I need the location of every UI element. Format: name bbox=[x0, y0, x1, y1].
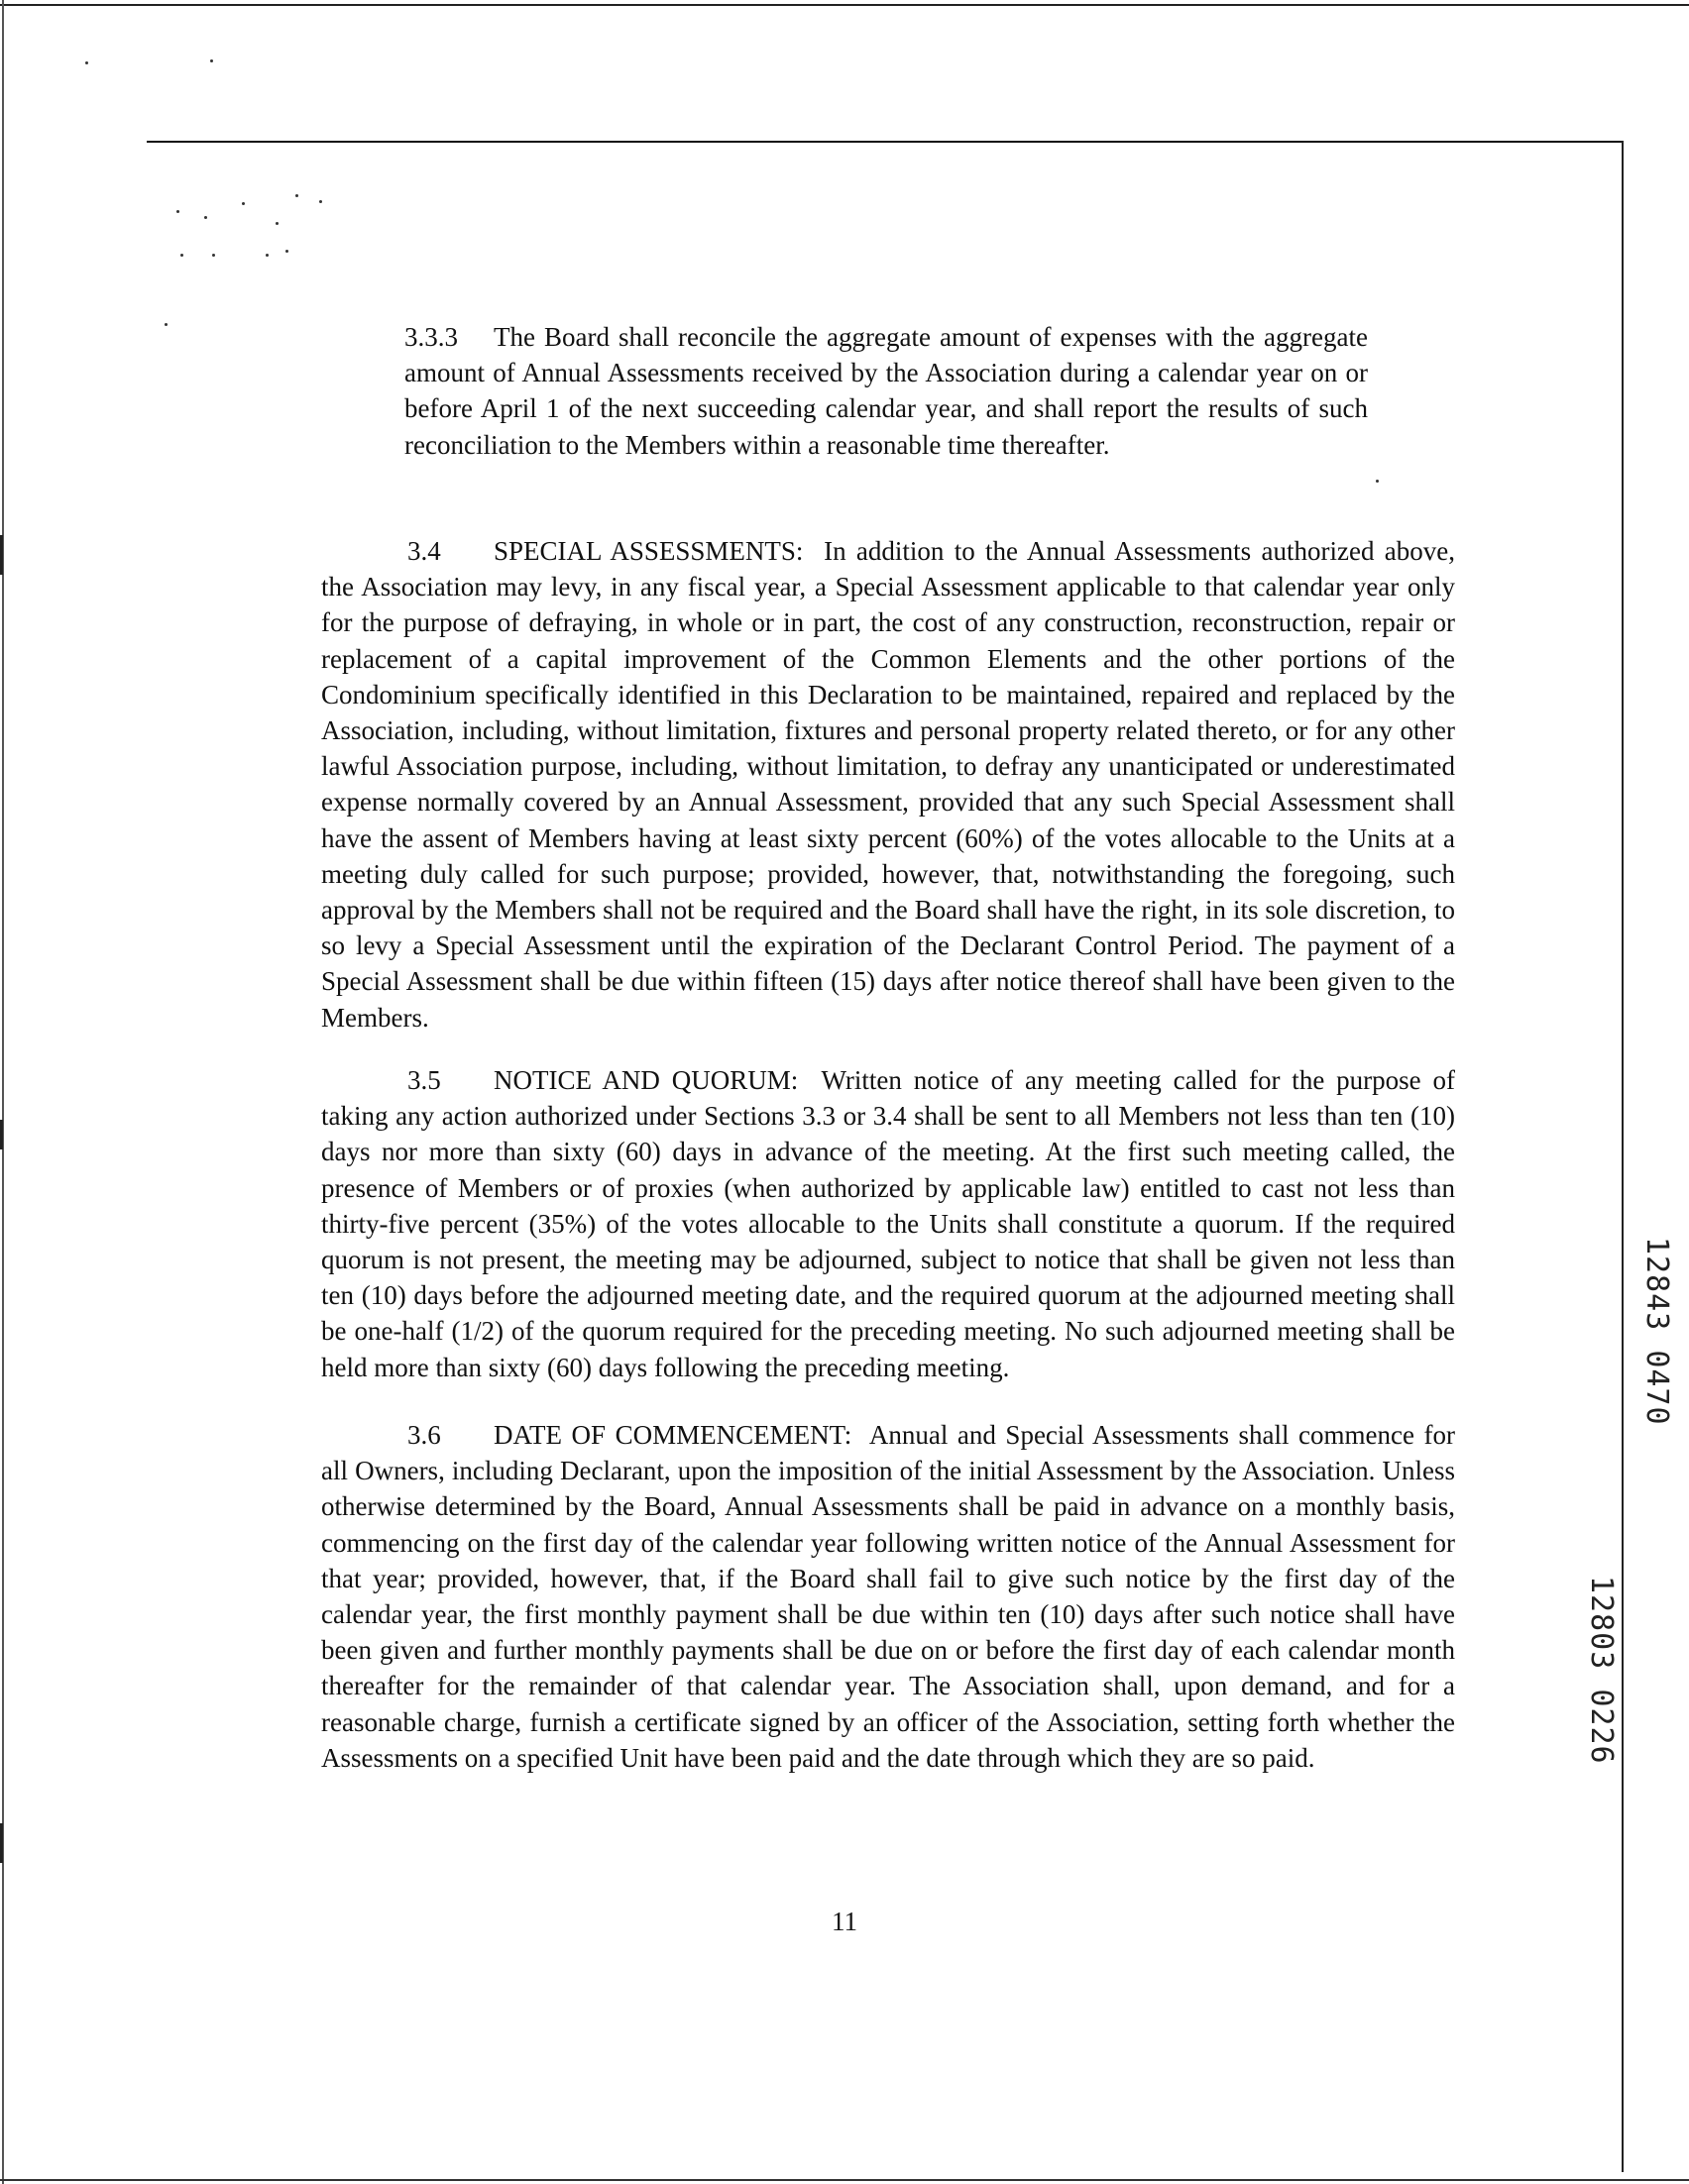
section-text: The Board shall reconcile the aggregate amount of expenses with the aggregate amount of Annual Assessments received by the Association during a calendar year on or before April 1 of the next succeeding calendar year, and shall report the results of such reconciliation to the Members within a reasonable time thereafter. bbox=[404, 322, 1368, 460]
recording-stamp-lower: 12803 0226 bbox=[1584, 1576, 1619, 1765]
section-number: 3.4 bbox=[407, 536, 441, 566]
scan-speck bbox=[176, 210, 179, 213]
scan-speck bbox=[210, 59, 213, 62]
scan-frame-top-line bbox=[147, 141, 1624, 143]
section-number: 3.6 bbox=[407, 1420, 441, 1450]
section-text: Written notice of any meeting called for the purpose of taking any action authorized under Sections 3.3 or 3.4 shall be sent to all Members not less than ten (10) days nor more than sixty (60) days in advance of the meeting. At the first such meeting called, the presence of Members or of proxies (when authorized by applicable law) entitled to cast not less than thirty-five percent (35%) of the votes allocable to the Units shall constitute a quorum. If the required quorum is not present, the meeting may be adjourned, subject to notice that shall be given not less than ten (10) days before the adjourned meeting date, and the required quorum at the adjourned meeting shall be one-half (1/2) of the quorum required for the preceding meeting. No such adjourned meeting shall be held more than sixty (60) days following the preceding meeting. bbox=[321, 1065, 1456, 1382]
scan-speck bbox=[276, 222, 279, 225]
scan-speck bbox=[295, 194, 298, 197]
section-3-3-3 bbox=[404, 319, 1368, 463]
scan-margin-mark bbox=[0, 1120, 3, 1149]
scan-edge-bottom bbox=[0, 2179, 1689, 2181]
recording-stamp-upper: 12843 0470 bbox=[1639, 1237, 1674, 1426]
section-heading: NOTICE AND QUORUM: bbox=[494, 1065, 799, 1095]
scan-speck bbox=[285, 250, 288, 253]
scan-frame-right-line bbox=[1622, 141, 1624, 2172]
scan-speck bbox=[165, 323, 168, 326]
section-number: 3.3.3 bbox=[404, 322, 458, 352]
section-heading: SPECIAL ASSESSMENTS: bbox=[494, 536, 804, 566]
section-text: In addition to the Annual Assessments authorized above, the Association may levy, in any fiscal year, a Special Assessment applicable to that calendar year only for the purpose of defraying, in whole or in part, the cost of any construction, reconstruction, repair or replacement of a capital improvement of the Common Elements and the other portions of the Condominium specifically identified in this Declaration to be maintained, repaired and replaced by the Association, including, without limitation, fixtures and personal property related thereto, or for any other lawful Association purpose, including, without limitation, to defray any unanticipated or underestimated expense normally covered by an Annual Assessment, provided that any such Special Assessment shall have the assent of Members having at least sixty percent (60%) of the votes allocable to the Units at a meeting duly called for such purpose; provided, however, that, notwithstanding the foregoing, such approval by the Members shall not be required and the Board shall have the right, in its sole discretion, to so levy a Special Assessment until the expiration of the Declarant Control Period. The payment of a Special Assessment shall be due within fifteen (15) days after notice thereof shall have been given to the Members. bbox=[321, 536, 1456, 1033]
section-number: 3.5 bbox=[407, 1065, 441, 1095]
scan-speck bbox=[204, 216, 207, 219]
section-text: Annual and Special Assessments shall commence for all Owners, including Declarant, upon the imposition of the initial Assessment by the Association. Unless otherwise determined by the Board, Annual Assessments shall be paid in advance on a monthly basis, commencing on the first day of the calendar year following written notice of the Annual Assessment for that year; provided, however, that, if the Board shall fail to give such notice by the first day of the calendar year, the first monthly payment shall be due within ten (10) days after such notice shall have been given and further monthly payments shall be due on or before the first day of each calendar month thereafter for the remainder of that calendar year. The Association shall, upon demand, and for a reasonable charge, furnish a certificate signed by an officer of the Association, setting forth whether the Assessments on a specified Unit have been paid and the date through which they are so paid. bbox=[321, 1420, 1456, 1773]
scan-margin-mark bbox=[0, 535, 3, 575]
scan-speck bbox=[1376, 480, 1379, 483]
scan-speck bbox=[319, 200, 322, 203]
scan-edge-top bbox=[0, 4, 1689, 6]
section-3-5 bbox=[321, 1062, 1455, 1385]
section-heading: DATE OF COMMENCEMENT: bbox=[494, 1420, 852, 1450]
scan-speck bbox=[85, 61, 88, 64]
section-3-6 bbox=[321, 1417, 1455, 1776]
scan-speck bbox=[180, 254, 183, 257]
scan-speck bbox=[212, 254, 215, 257]
scan-margin-mark bbox=[0, 1823, 3, 1863]
section-3-4 bbox=[321, 533, 1455, 1036]
scan-speck bbox=[242, 202, 245, 205]
page-number: 11 bbox=[832, 1907, 857, 1936]
scan-speck bbox=[266, 254, 269, 257]
